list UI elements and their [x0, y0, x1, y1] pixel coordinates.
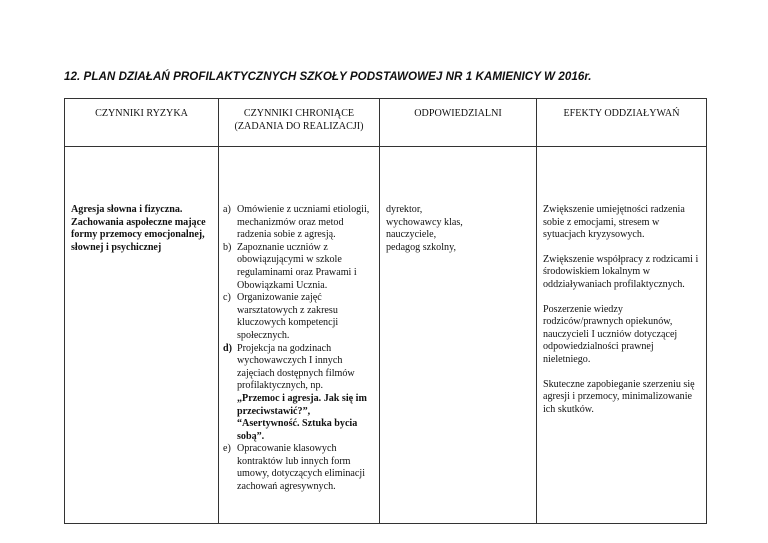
list-marker: e) [223, 443, 231, 455]
responsible-entry: dyrektor, [386, 204, 423, 215]
risk-line: Agresja słowna i fizyczna. [71, 204, 183, 215]
effect-paragraph: Zwiększenie współpracy z rodzicami i środowiskiem lokalnym w oddziaływaniach profilaktycznych. [543, 253, 699, 290]
responsible-entry: wychowawcy klas, [386, 216, 463, 228]
list-marker: b) [223, 241, 232, 253]
task-text: Organizowanie zajęć warsztatowych z zakresu kluczowych kompetencji społecznych. [237, 292, 339, 341]
header-protective-line2: (ZADANIA DO REALIZACJI) [234, 120, 364, 132]
responsible-entry: pedagog szkolny, [386, 241, 456, 253]
effects-cell [537, 147, 707, 524]
header-protective-line1: CZYNNIKI CHRONIĄCE [243, 108, 355, 119]
header-risk: CZYNNIKI RYZYKA [95, 108, 188, 119]
responsible-cell [380, 147, 537, 524]
effect-paragraph: Zwiększenie umiejętności radzenia sobie z emocjami, stresem w sytuacjach kryzysowych. [543, 204, 685, 241]
risk-line: formy przemocy emocjonalnej, [71, 229, 205, 241]
task-text-block [237, 343, 373, 444]
responsible-list [380, 147, 536, 254]
list-item [223, 292, 373, 342]
task-text: Zapoznanie uczniów z obowiązującymi w szkole regulaminami oraz Prawami i Obowiązkami Ucznia. [237, 241, 357, 291]
list-marker: c) [223, 292, 231, 304]
header-cell-risk [65, 99, 219, 147]
task-text: Opracowanie klasowych kontraktów lub innych form umowy, dotyczących eliminacji zachowań agresywnych. [237, 443, 365, 493]
responsible-entry: nauczyciele, [386, 229, 437, 241]
task-text: Projekcja na godzinach wychowawczych I innych zajęciach dostępnych filmów profilaktycznych, np. [237, 342, 355, 392]
list-item [223, 443, 373, 493]
prevention-plan-table [64, 98, 707, 524]
header-responsible: ODPOWIEDZIALNI [414, 108, 502, 119]
task-list [219, 147, 379, 496]
effect-paragraph: Skuteczne zapobieganie szerzeniu się agresji i przemocy, minimalizowanie ich skutków. [543, 378, 695, 415]
tasks-cell [219, 147, 380, 524]
film-title: “Asertywność. Sztuka bycia sobą”. [237, 418, 358, 442]
task-text: Omówienie z uczniami etiologii, mechanizmów oraz metod radzenia sobie z agresją. [237, 204, 370, 241]
list-item [223, 204, 373, 242]
risk-line: Zachowania aspołeczne mające [71, 216, 206, 228]
list-item [223, 242, 373, 292]
page-title: 12. PLAN DZIAŁAŃ PROFILAKTYCZNYCH SZKOŁY PODSTAWOWEJ NR 1 KAMIENICY W 2016r. [64, 70, 592, 83]
list-marker: a) [223, 204, 231, 215]
risk-factors [65, 147, 218, 254]
header-cell-protective [219, 99, 380, 147]
list-marker: d) [223, 342, 232, 354]
effect-paragraph: Poszerzenie wiedzy rodziców/prawnych opiekunów, nauczycieli I uczniów dotyczącej odpowiedzialności prawnej nieletniego. [543, 303, 678, 365]
film-title: „Przemoc i agresja. Jak się im przeciwstawić?”, [237, 392, 367, 417]
header-protective [219, 99, 379, 133]
table-header-row [65, 99, 707, 147]
risk-line: słownej i psychicznej [71, 241, 162, 253]
header-cell-responsible [380, 99, 537, 147]
table-row [65, 147, 707, 524]
effects-list [537, 147, 706, 416]
header-cell-effects [537, 99, 707, 147]
risk-cell [65, 147, 219, 524]
header-effects: EFEKTY ODDZIAŁYWAŃ [563, 108, 680, 119]
list-item [223, 343, 373, 444]
